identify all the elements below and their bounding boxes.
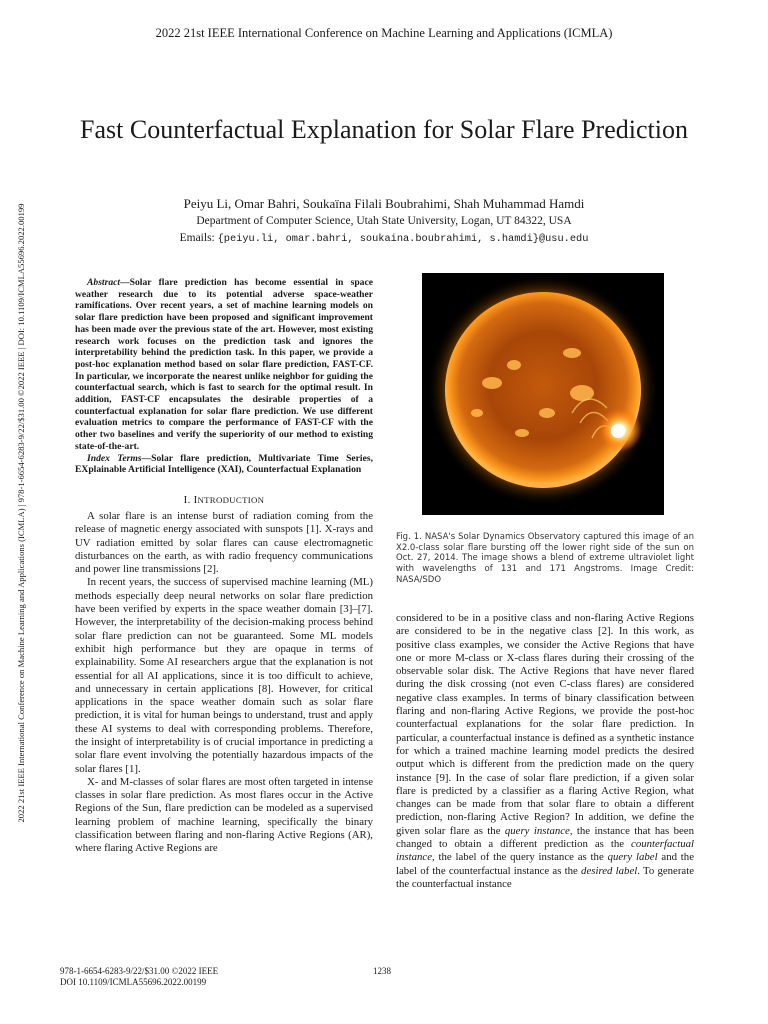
index-terms-text: —Solar flare prediction, Multivariate Time Series, EXplainable Artificial Intelligence (XAI), Counterfactual Explanation	[75, 452, 373, 476]
right-column	[396, 612, 694, 891]
para-part-3: , the label of the query instance as the	[431, 851, 608, 864]
para-part-1: considered to be in a positive class and non-flaring Active Regions are considered to be in the negative class [2]. In this work, as positive class examples, we consider the Active Regions that have one or more M-class or X-class flares during their crossing of the observable solar disk. The Active Regions that have never flared during the disk crossing (not even C-class flares) are considered negative class examples. In terms of binary classification between flaring and non-flaring Active Regions, we provide the post-hoc counterfactual explanations for the solar flare prediction. In particular, a counterfactual instance is defined as a synthetic instance for which a trained machine learning model predicts the desired output which is different from the prediction made on the query instance [9]. In the case of solar flare prediction, if a given solar flare is predicted by a classifier as a flaring Active Region, what changes can be made from that solar flare to obtain a different prediction, non-flaring Active Region? In addition, we define the given solar flare as the	[396, 612, 694, 837]
term-desired-label: desired label	[581, 864, 638, 877]
affiliation: Department of Computer Science, Utah State University, Logan, UT 84322, USA	[196, 215, 572, 227]
paper-title: Fast Counterfactual Explanation for Solar Flare Prediction	[80, 115, 688, 144]
conference-header: 2022 21st IEEE International Conference on Machine Learning and Applications (ICMLA)	[155, 26, 613, 40]
section-title-rest: NTRODUCTION	[197, 494, 265, 505]
para-part-5: . To generate the counterfactual instance	[396, 864, 695, 890]
intro-paragraph-continued	[396, 612, 694, 891]
page-number: 1238	[373, 966, 391, 976]
index-terms-label: Index Terms	[87, 452, 142, 464]
footer-publication-info	[60, 966, 218, 988]
intro-paragraph-1: A solar flare is an intense burst of radiation coming from the release of magnetic energy associated with sunspots [1]. X-rays and UV radiation emitted by solar flares can cause electromagnetic disturbances on the earth, as with radio frequency communications and power line transmissions [2].	[75, 509, 373, 576]
term-counterfactual-instance: counterfactual instance	[396, 838, 694, 864]
footer-isbn: 978-1-6654-6283-9/22/$31.00 ©2022 IEEE	[60, 966, 219, 976]
term-query-instance: query instance	[504, 824, 570, 837]
email-label: Emails:	[179, 232, 218, 244]
footer-doi: DOI 10.1109/ICMLA55696.2022.00199	[60, 977, 207, 987]
intro-paragraph-2: In recent years, the success of supervised machine learning (ML) methods especially deep neural networks on solar flare prediction have been verified by experts in the space weather domain [3]–[7]. However, the interpretability of the decision-making process behind solar flare prediction can not be guaranteed. Some ML models exhibit high performance but they are opaque in terms of explainability. Some AI researchers argue that the explanation is not essential for all AI applications, since it is too difficult to achieve, and unnecessary in certain applications [8]. However, for critical applications in the space weather domain such as solar flare prediction, it is vital for human beings to understand, trust and apply these AI systems to deal with corresponding problems. Therefore, the insight of interpretability is of crucial importance in predicting a solar flare event involving the potentially hazardous impacts of the solar flares [1].	[75, 576, 373, 775]
email-addresses[interactable]: {peiyu.li, omar.bahri, soukaina.boubrahimi, s.hamdi}@usu.edu	[217, 233, 589, 245]
section-first-letter: I	[193, 493, 198, 506]
email-line	[60, 232, 708, 245]
side-copyright-note	[14, 140, 28, 885]
intro-paragraph-3: X- and M-classes of solar flares are most often targeted in intense classes in solar flare prediction. As most flares occur in the Active Regions of the Sun, flare prediction can be modeled as a supervised learning problem of machine learning, specifically the binary classification between flaring and non-flaring Active Regions (AR), where flaring Active Regions are	[75, 775, 373, 855]
figure-caption: Fig. 1. NASA's Solar Dynamics Observatory captured this image of an X2.0-class solar flare bursting off the lower right side of the sun on Oct. 27, 2014. The image shows a blend of extreme ultraviolet light with wavelengths of 131 and 171 Angstroms. Image Credit: NASA/SDO	[396, 532, 694, 585]
para-part-4: and the label of the counterfactual instance as the	[396, 851, 694, 877]
left-column	[75, 277, 373, 856]
index-terms	[75, 453, 373, 476]
term-query-label: query label	[607, 851, 658, 864]
author-list: Peiyu Li, Omar Bahri, Soukaïna Filali Boubrahimi, Shah Muhammad Hamdi	[183, 196, 585, 211]
para-part-2: , the instance that has been changed to obtain a different prediction as the	[396, 824, 694, 851]
section-heading-introduction	[75, 494, 373, 506]
abstract	[75, 277, 373, 453]
abstract-label: Abstract	[87, 277, 121, 288]
solar-flare-figure	[422, 273, 664, 515]
side-copyright-text: 2022 21st IEEE International Conference on Machine Learning and Applications (ICMLA) | 978-1-6654-6283-9/22/$31.00 ©2022 IEEE | DOI: 10.1109/ICMLA55696.2022.00199	[16, 203, 26, 822]
section-number: I.	[183, 493, 194, 506]
solar-flare-photo-icon	[422, 273, 664, 515]
abstract-text: —Solar flare prediction has become essential in space weather research due to its potential adverse space-weather ramifications. Over recent years, a set of machine learning models on solar flare prediction have been proposed and significant improvement has been made over the previous state of the art. However, most existing research work focuses on the prediction task and ignores the interpretability behind the prediction task. In this paper, we provide a post-hoc explanation method based on solar flare prediction, FAST-CF. In particular, we incorporate the nearest unlike neighbor for guiding the counterfactual search, which is fast to search for the optimal result. In addition, FAST-CF encapsulates the desirable properties of a counterfactual explanation for solar flare prediction. We use different evaluation metrics to compare the performance of FAST-CF with the other two baselines and verify the superiority of our method to existing state-of-the-art.	[75, 277, 373, 452]
